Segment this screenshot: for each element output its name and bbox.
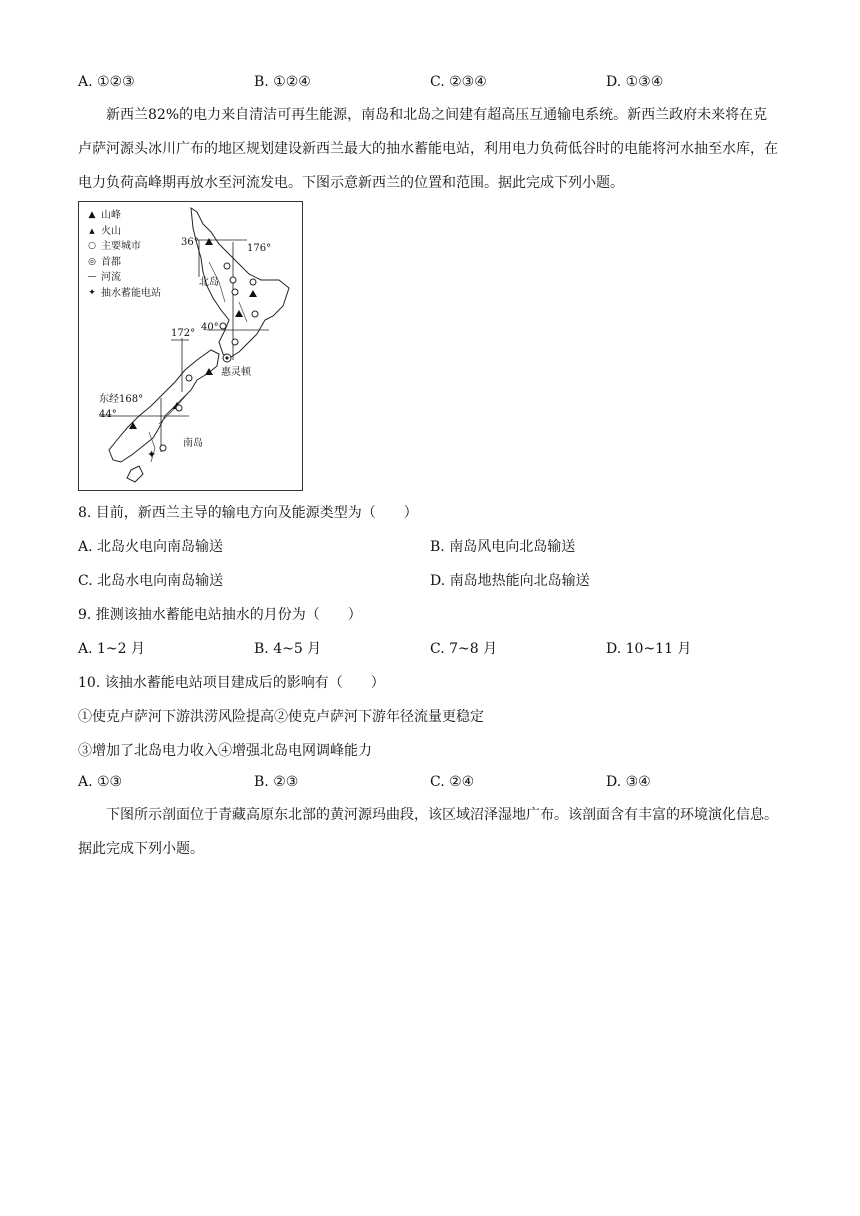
q10-option-d: D. ③④ bbox=[606, 774, 651, 790]
q8-option-a: A. 北岛火电向南岛输送 bbox=[78, 539, 224, 555]
legend-label: 主要城市 bbox=[101, 241, 141, 252]
capital-label: 惠灵顿 bbox=[221, 367, 251, 378]
q10-statements-2: ③增加了北岛电力收入④增强北岛电网调峰能力 bbox=[78, 743, 372, 759]
q10-option-b: B. ②③ bbox=[254, 774, 299, 790]
pumped-storage-icon: ✦ bbox=[88, 287, 96, 298]
prev-option-a: A. ①②③ bbox=[78, 74, 135, 90]
q8-option-b: B. 南岛风电向北岛输送 bbox=[430, 539, 576, 555]
legend-label: 抽水蓄能电站 bbox=[101, 287, 161, 299]
q9-option-c: C. 7~8 月 bbox=[430, 641, 498, 657]
lon-168-label: 东经168° bbox=[99, 394, 144, 405]
lat-44-label: 44° bbox=[99, 409, 117, 420]
q10-option-c: C. ②④ bbox=[430, 774, 475, 790]
outro-paragraph: 下图所示剖面位于青藏高原东北部的黄河源玛曲段，该区域沼泽湿地广布。该剖面含有丰富的环境演化信息。据此完成下列小题。 bbox=[78, 807, 778, 857]
q8-option-d: D. 南岛地热能向北岛输送 bbox=[430, 573, 590, 589]
prev-option-c: C. ②③④ bbox=[430, 74, 487, 90]
q8-stem: 8. 目前，新西兰主导的输电方向及能源类型为（ ） bbox=[78, 505, 418, 521]
intro-paragraph: 新西兰82%的电力来自清洁可再生能源，南岛和北岛之间建有超高压互通输电系统。新西兰政府未来将在克卢萨河源头冰川广布的地区规划建设新西兰最大的抽水蓄能电站，利用电力负荷低谷时的电能将河水抽至水库，在电力负荷高峰期再放水至河流发电。下图示意新西兰的位置和范围。据此完成下列小题。 bbox=[78, 107, 778, 191]
capital-circle-icon: ◎ bbox=[88, 256, 96, 267]
q9-option-b: B. 4~5 月 bbox=[254, 641, 322, 657]
legend-label: 河流 bbox=[101, 272, 121, 283]
q10-option-a: A. ①③ bbox=[78, 774, 123, 790]
q8-option-c: C. 北岛水电向南岛输送 bbox=[78, 573, 224, 589]
lat-36-label: 36° bbox=[181, 237, 199, 248]
q9-option-d: D. 10~11 月 bbox=[606, 641, 692, 657]
lat-40-label: 40° bbox=[201, 322, 219, 333]
q10-stem: 10. 该抽水蓄能电站项目建成后的影响有（ ） bbox=[78, 675, 385, 691]
prev-option-d: D. ①③④ bbox=[606, 74, 664, 90]
south-island-label: 南岛 bbox=[183, 438, 203, 449]
legend-label: 山峰 bbox=[101, 210, 121, 221]
mountain-peak-icon: ▲ bbox=[88, 210, 96, 220]
prev-option-b: B. ①②④ bbox=[254, 74, 311, 90]
volcano-icon: ▲ bbox=[89, 226, 95, 235]
q9-stem: 9. 推测该抽水蓄能电站抽水的月份为（ ） bbox=[78, 607, 362, 623]
legend-label: 火山 bbox=[101, 225, 121, 237]
legend-label: 首都 bbox=[101, 256, 121, 268]
q9-option-a: A. 1~2 月 bbox=[78, 641, 146, 657]
lon-176-label: 176° bbox=[247, 243, 272, 254]
north-island-label: 北岛 bbox=[199, 277, 219, 288]
lon-172-label: 172° bbox=[171, 328, 196, 339]
new-zealand-map bbox=[78, 201, 303, 491]
svg-text:✦: ✦ bbox=[147, 448, 157, 461]
city-circle-icon: ○ bbox=[88, 241, 96, 251]
river-line-icon: — bbox=[87, 272, 97, 282]
q10-statements-1: ①使克卢萨河下游洪涝风险提高②使克卢萨河下游年径流量更稳定 bbox=[78, 709, 484, 725]
